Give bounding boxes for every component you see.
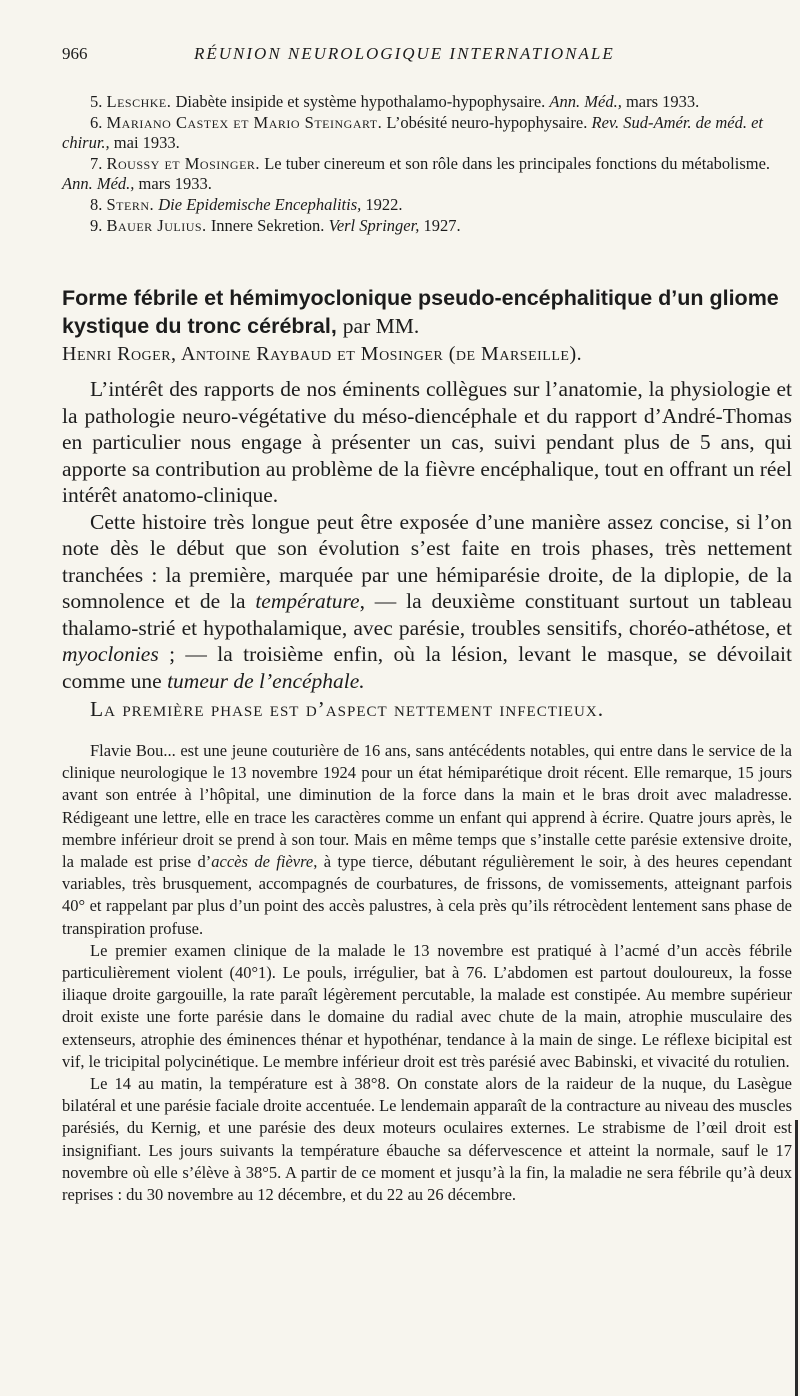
reference-item: 9. Bauer Julius. Innere Sekretion. Verl Springer, 1927.	[90, 215, 461, 235]
article-authors: Henri Roger, Antoine Raybaud et Mosinger (de Marseille).	[62, 343, 583, 365]
paragraph: Cette histoire très longue peut être exposée d’une manière assez concise, si l’on note dès le début que son évolution s’est faite en trois phases, très nettement tranchées : la première, marquée par une hémiparésie droite, de la diplopie, de la somnolence et de la température, — la deuxième constituant surtout un tableau thalamo-strié et hypothalamique, avec parésie, troubles sensitifs, choréo-athétose, et myoclonies ; — la troisième enfin, où la lésion, levant le masque, se dévoilait comme une tumeur de l’encéphale.	[62, 509, 792, 693]
paragraph: L’intérêt des rapports de nos éminents collègues sur l’anatomie, la physiologie et la pathologie neuro-végétative du méso-diencéphale et du rapport d’André-Thomas en particulier nous engage à présenter un cas, suivi pendant plus de 5 ans, qui apporte sa contribution au problème de la fièvre encéphalique, tout en offrant un réel intérêt anatomo-clinique.	[62, 377, 792, 507]
reference-journal: Ann. Méd.,	[549, 92, 622, 111]
article-title: Forme fébrile et hémimyoclonique pseudo-encéphalitique d’un gliome kystique du tronc cérébral, par MM.	[62, 286, 779, 338]
reference-journal: Ann. Méd.,	[62, 174, 135, 194]
reference-authors: Mariano Castex et Mario Steingart.	[106, 112, 383, 132]
reference-item: 6. Mariano Castex et Mario Steingart. L’obésité neuro-hypophysaire. Rev. Sud-Amér. de méd. et chirur., mai 1933.	[62, 112, 764, 153]
reference-journal: Verl Springer,	[328, 215, 420, 235]
reference-journal: Die Epidemische Encephalitis,	[158, 194, 362, 214]
case-paragraph: Le 14 au matin, la température est à 38°8. On constate alors de la raideur de la nuque, du Lasègue bilatéral et une parésie faciale droite accentuée. Le lendemain apparaît de la contracture au niveau des muscles parésiés, du Kernig, et une parésie des deux moteurs oculaires externes. Le strabisme de l’œil droit est insignifiant. Les jours suivants la température ébauche sa défervescence et atteint la normale, sauf le 17 novembre où elle s’élève à 38°5. A partir de ce moment et jusqu’à la fin, la maladie ne sera fébrile qu’à deux reprises : du 30 novembre au 12 décembre, et du 22 au 26 décembre.	[62, 1074, 792, 1205]
case-report	[62, 740, 792, 1206]
reference-item: 8. Stern. Die Epidemische Encephalitis, 1922.	[90, 194, 403, 214]
page-number: 966	[62, 44, 88, 63]
section-heading: La première phase est d’aspect nettement infectieux.	[90, 697, 605, 721]
reference-item: 7. Roussy et Mosinger. Le tuber cinereum et son rôle dans les principales fonctions du métabolisme. Ann. Méd., mars 1933.	[62, 153, 771, 194]
running-title: RÉUNION NEUROLOGIQUE INTERNATIONALE	[194, 44, 615, 63]
reference-authors: Roussy et Mosinger.	[106, 153, 261, 173]
case-paragraph: Le premier examen clinique de la malade le 13 novembre est pratiqué à l’acmé d’un accès fébrile particulièrement violent (40°1). Le pouls, irrégulier, bat à 76. L’abdomen est partout douloureux, la fosse iliaque droite gargouille, la rate paraît légèrement percutable, la malade est constipée. Au membre supérieur droit existe une forte parésie dans le domaine du radial avec chute de la main, atrophie musculaire des extenseurs, atrophie des éminences thénar et hypothénar, tendance à la main de singe. Le réflexe bicipital est vif, le tricipital polycinétique. Le membre inférieur droit est très parésié avec Babinski, et vivacité du rotulien.	[62, 940, 792, 1071]
reference-item: 5. Leschke. Diabète insipide et système hypothalamo-hypophysaire. Ann. Méd., mars 1933.	[90, 92, 700, 111]
article-title-block	[62, 284, 786, 368]
article-body	[62, 376, 792, 723]
margin-rule	[795, 1120, 798, 1396]
reference-authors: Leschke.	[106, 92, 172, 111]
reference-authors: Bauer Julius.	[106, 215, 207, 235]
reference-journal: Rev. Sud-Amér. de méd. et chirur.,	[62, 112, 764, 153]
page-header	[62, 44, 760, 66]
case-paragraph: Flavie Bou... est une jeune couturière de 16 ans, sans antécédents notables, qui entre dans le service de la clinique neurologique le 13 novembre 1924 pour un état hémiparétique droit récent. Elle remarque, 15 jours avant son entrée à l’hôpital, une diminution de la force dans la main et le bras droit avec maladresse. Rédigeant une lettre, elle en trace les caractères comme un enfant qui apprend à écrire. Quatre jours après, le membre inférieur droit se prend à son tour. Mais en même temps que s’installe cette parésie extensive droite, la malade est prise d’accès de fièvre, à type tierce, débutant régulièrement le soir, à des heures cependant variables, très brusquement, accompagnés de courbatures, de frissons, de vomissements, atteignant parfois 40° et rappelant par plus d’un point des accès palustres, à cela près qu’ils rétrocèdent lentement sans phase de transpiration profuse.	[62, 741, 792, 938]
reference-authors: Stern.	[106, 194, 155, 214]
reference-list	[62, 92, 782, 236]
